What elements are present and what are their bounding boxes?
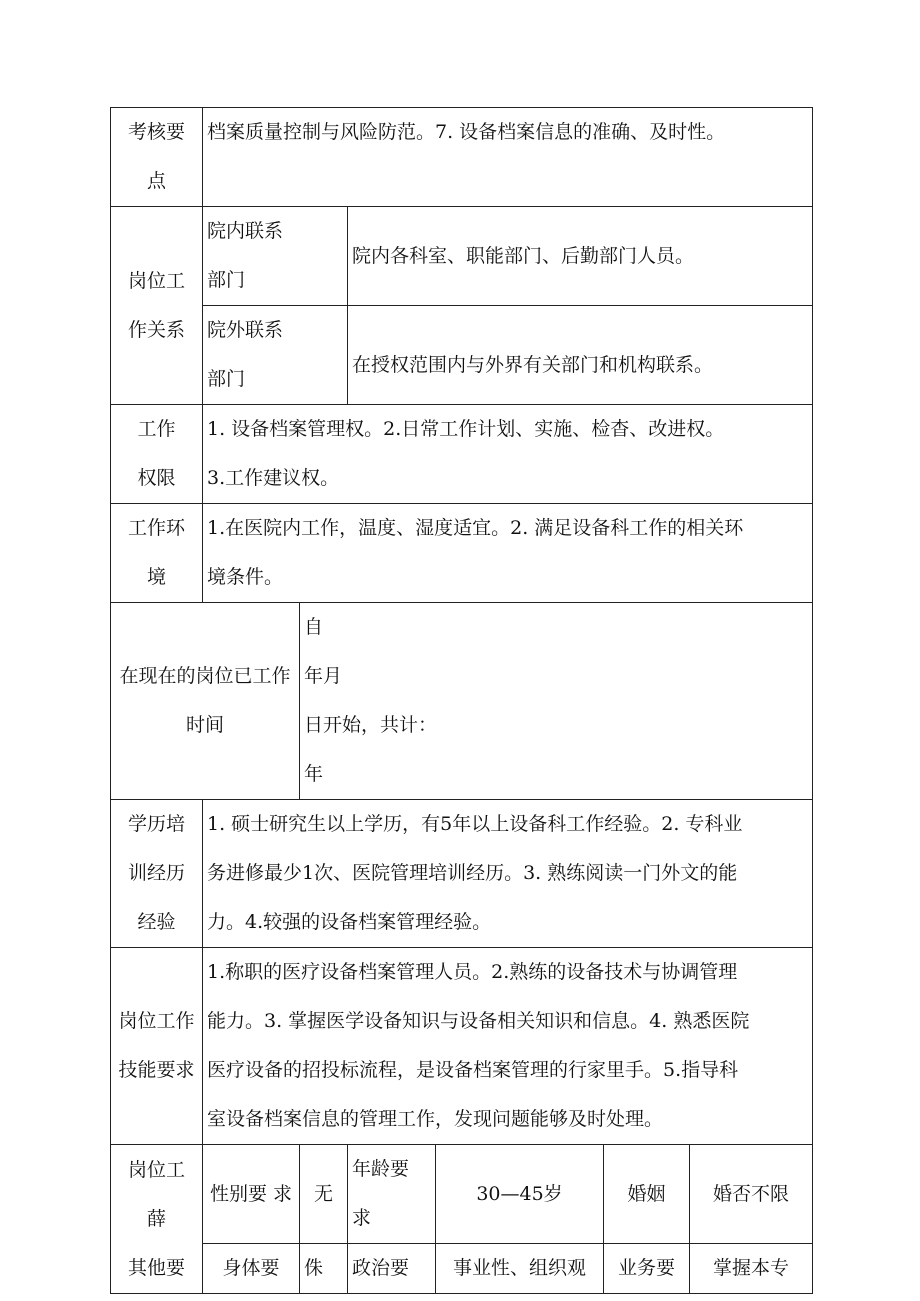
education-text (203, 800, 813, 948)
tenure-label (111, 603, 300, 800)
skills-text (203, 948, 813, 1145)
other-label (111, 1145, 203, 1294)
age-label-line: 年龄要 (352, 1158, 410, 1180)
education-label-line: 经验 (137, 911, 176, 933)
education-row (111, 800, 813, 948)
relations-label-line: 作关系 (127, 318, 185, 341)
other-req-row-1 (111, 1145, 813, 1244)
age-value: 30—45岁 (436, 1145, 604, 1244)
skills-label-line: 技能要求 (118, 1059, 195, 1081)
authority-text-line: 3.工作建议权。 (207, 467, 340, 489)
authority-text-line: 1. 设备档案管理权。2.日常工作计划、实施、检杳、改进权。 (207, 418, 725, 440)
environment-text (203, 504, 813, 603)
assessment-text-line: 档案质量控制与风险防范。7. 设备档案信息的准确、及时性。 (207, 121, 726, 143)
relations-label-line: 岗位工 (127, 269, 185, 292)
tenure-years: 年 (304, 763, 324, 785)
authority-label-line: 权限 (137, 467, 176, 489)
skills-text-line: 室设备档案信息的管理工作，发现问题能够及时处理。 (207, 1108, 664, 1130)
skills-row (111, 948, 813, 1145)
tenure-from: 自 (304, 616, 324, 638)
age-label-line: 求 (352, 1207, 372, 1229)
tenure-value (300, 603, 813, 800)
assessment-label-line: 考核要 (127, 121, 185, 143)
education-text-line: 务进修最少1次、医院管理培训经历。3. 熟练阅读一门外文的能 (207, 862, 738, 884)
authority-label (111, 405, 203, 504)
environment-text-line: 境条件。 (207, 566, 284, 588)
outer-contact-label (203, 306, 348, 405)
marriage-value: 婚否不限 (690, 1145, 813, 1244)
environment-text-line: 1.在医院内工作，温度、湿度适宜。2. 满足设备科工作的相关环 (207, 517, 744, 539)
tenure-year-month: 年月 (304, 665, 343, 687)
gender-label-line: 性别要 (209, 1182, 267, 1205)
other-label-line: 其他要 (127, 1256, 185, 1279)
job-description-table (110, 107, 813, 1294)
assessment-label (111, 108, 203, 207)
gender-label (203, 1145, 300, 1244)
education-text-line: 1. 硕士研究生以上学历，有5年以上设备科工作经验。2. 专科业 (207, 813, 743, 835)
marriage-label: 婚姻 (604, 1145, 690, 1244)
authority-row (111, 405, 813, 504)
skills-label (111, 948, 203, 1145)
environment-label-line: 工作环 (127, 517, 185, 539)
gender-label-line: 求 (273, 1182, 293, 1205)
inner-contact-label-line: 院内联系 (207, 220, 284, 242)
education-label-line: 学历培 (127, 813, 185, 835)
business-label: 业务要 (604, 1244, 690, 1294)
education-label (111, 800, 203, 948)
assessment-label-line: 点 (146, 170, 166, 192)
skills-text-line: 1.称职的医疗设备档案管理人员。2.熟练的设备技术与协调管理 (207, 961, 738, 983)
education-label-line: 训经历 (127, 862, 185, 884)
age-label (348, 1145, 436, 1244)
outer-contact-text: 在授权范围内与外界有关部门和机构联系。 (348, 306, 813, 405)
inner-contact-text: 院内各科室、职能部门、后勤部门人员。 (348, 207, 813, 306)
other-req-row-2 (111, 1244, 813, 1294)
other-label-line: 岗位工 (127, 1158, 185, 1181)
tenure-label-line: 时间 (185, 714, 224, 736)
inner-contact-label (203, 207, 348, 306)
body-label: 身体要 (203, 1244, 300, 1294)
gender-value: 无 (300, 1145, 348, 1244)
tenure-day-total: 日开始，共计： (304, 714, 438, 736)
assessment-row (111, 108, 813, 207)
body-value: 侏 (300, 1244, 348, 1294)
skills-label-line: 岗位工作 (118, 1010, 195, 1032)
politics-value: 事业性、组织观 (436, 1244, 604, 1294)
environment-label-line: 境 (146, 566, 166, 588)
tenure-row (111, 603, 813, 800)
other-label-line: 薛 (146, 1207, 166, 1230)
authority-text (203, 405, 813, 504)
environment-label (111, 504, 203, 603)
authority-label-line: 工作 (137, 418, 176, 440)
environment-row (111, 504, 813, 603)
education-text-line: 力。4.较强的设备档案管理经验。 (207, 911, 492, 933)
relations-label (111, 207, 203, 405)
tenure-line-1 (304, 603, 808, 750)
skills-text-line: 能力。3. 掌握医学设备知识与设备相关知识和信息。4. 熟悉医院 (207, 1010, 750, 1032)
tenure-label-line: 在现在的岗位已工作 (119, 665, 291, 687)
business-value: 掌握本专 (690, 1244, 813, 1294)
inner-contact-label-line: 部门 (207, 269, 246, 291)
relations-inner-row (111, 207, 813, 306)
outer-contact-label-line: 部门 (207, 368, 246, 390)
relations-outer-row (111, 306, 813, 405)
assessment-text (203, 108, 813, 207)
outer-contact-label-line: 院外联系 (207, 319, 284, 341)
politics-label: 政治要 (348, 1244, 436, 1294)
skills-text-line: 医疗设备的招投标流程，是设备档案管理的行家里手。5.指导科 (207, 1059, 739, 1081)
